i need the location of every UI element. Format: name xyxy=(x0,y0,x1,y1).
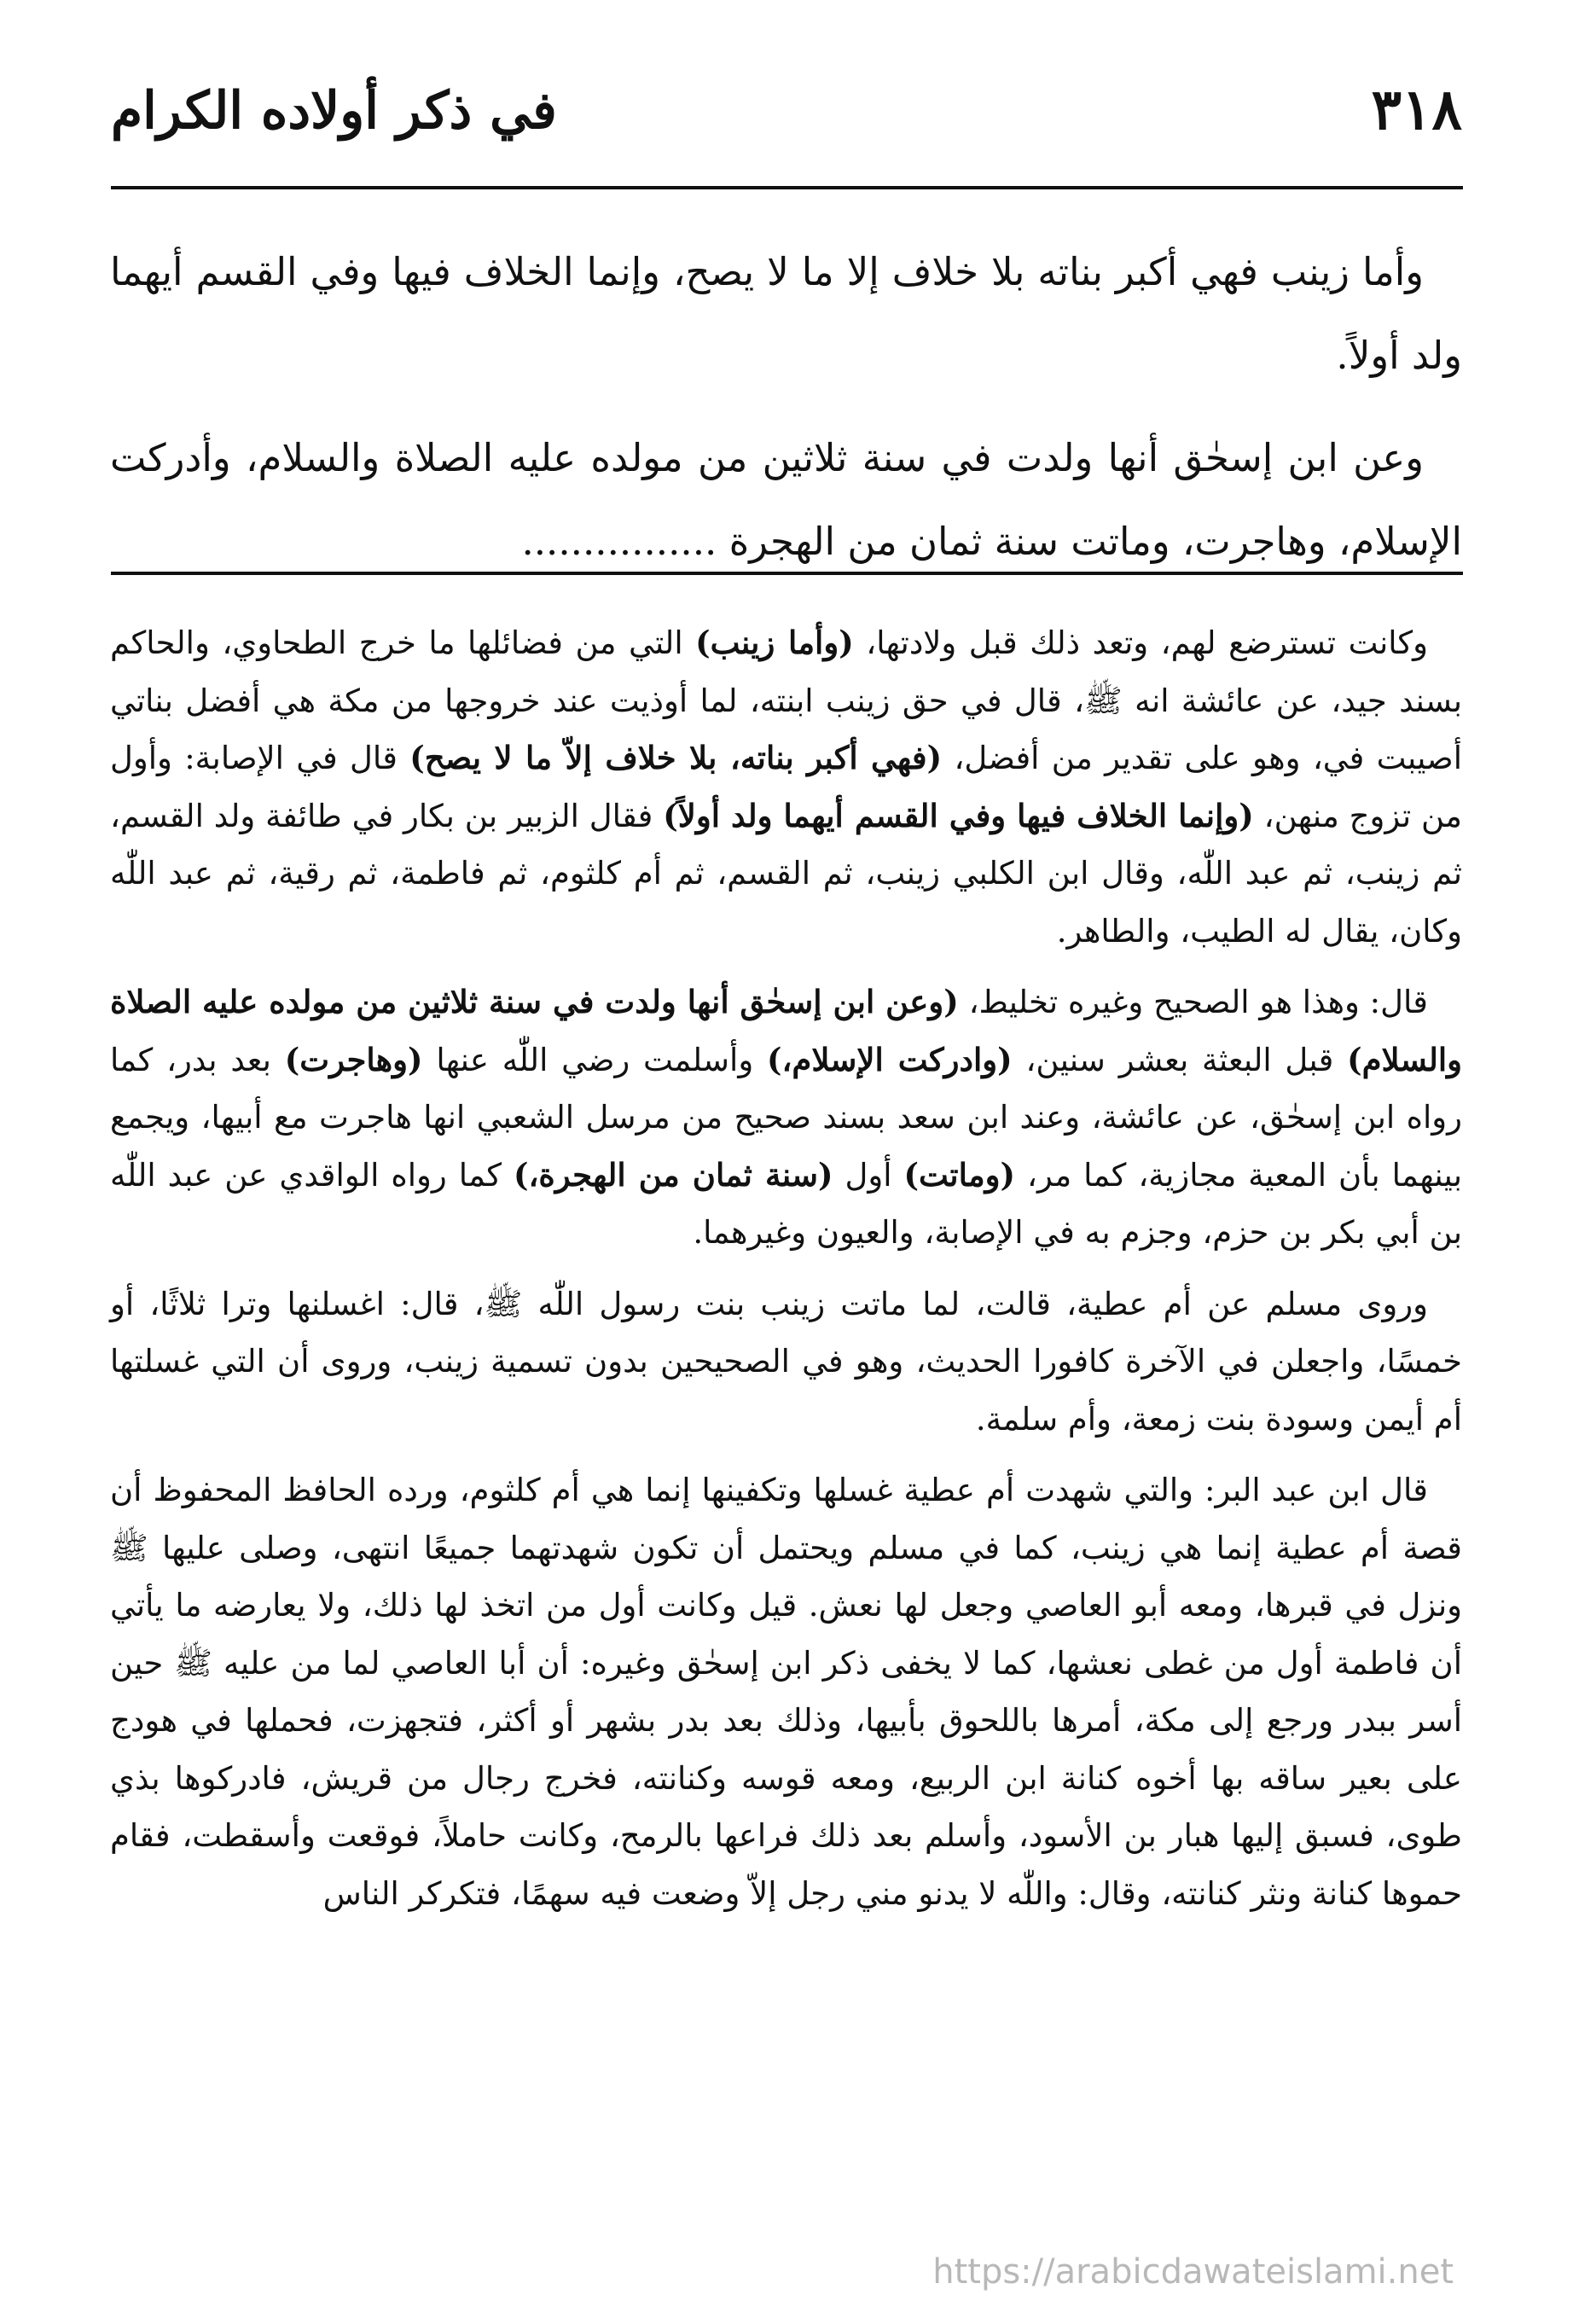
main-paragraph-2-text: وعن ابن إسحٰق أنها ولدت في سنة ثلاثين من مولده عليه الصلاة والسلام، وأدركت الإسلام، وهاجرت، وماتت سنة ثمان من الهجرة xyxy=(110,435,1462,564)
commentary-paragraph-2 xyxy=(110,973,1462,1262)
quoted-main-text: (وعن ابن إسحٰق أنها ولدت في سنة ثلاثين من مولده عليه الصلاة والسلام) xyxy=(110,983,1463,1078)
commentary-paragraph-1 xyxy=(110,614,1462,960)
ellipsis-dots: ................ xyxy=(521,519,717,564)
text-run: قال: وهذا هو الصحيح وغيره تخليط، xyxy=(958,984,1428,1020)
text-run: فقال الزبير بن بكار في طائفة ولد القسم، ثم زينب، ثم عبد اللّٰه، وقال ابن الكلبي زينب، ثم القسم، ثم أم كلثوم، ثم فاطمة، ثم رقية، ثم عبد اللّٰه وكان، يقال له الطيب، والطاهر. xyxy=(110,797,1462,950)
text-run: أول xyxy=(833,1156,904,1194)
quoted-main-text: (سنة ثمان من الهجرة،) xyxy=(513,1155,833,1194)
running-title: في ذكر أولاده الكرام xyxy=(111,81,557,141)
text-commentary-rule xyxy=(111,572,1463,575)
text-run: قبل البعثة بعشر سنين، xyxy=(1012,1041,1348,1078)
commentary-paragraph-4: قال ابن عبد البر: والتي شهدت أم عطية غسلها وتكفينها إنما هي أم كلثوم، ورده الحافظ المحفوظ أن قصة أم عطية إنما هي زينب، كما في مسلم ويحتمل أن تكون شهدتهما جميعًا انتهى، وصلى عليها ﷺ ونزل في قبرها، ومعه أبو العاصي وجعل لها نعش. قيل وكانت أول من اتخذ لها ذلك، ولا يعارضه ما يأتي أن فاطمة أول من غطى نعشها، كما لا يخفى ذكر ابن إسحٰق وغيره: أن أبا العاصي لما من عليه ﷺ حين أسر ببدر ورجع إلى مكة، أمرها باللحوق بأبيها، وذلك بعد بدر بشهر أو أكثر، فتجهزت، فحملها في هودج على بعير ساقه بها أخوه كنانة ابن الربيع، ومعه قوسه وكنانته، فخرج رجال من قريش، فادركوها بذي طوى، فسبق إليها هبار بن الأسود، وأسلم بعد ذلك فراعها بالرمح، وكانت حاملاً، فوقعت وأسقطت، فقام حموها كنانة ونثر كنانته، وقال: واللّٰه لا يدنو مني رجل إلاّ وضعت فيه سهمًا، فتكركر الناس xyxy=(110,1472,1462,1912)
quoted-main-text: (وأما زينب) xyxy=(695,624,854,661)
quoted-main-text: (وإنما الخلاف فيها وفي القسم أيهما ولد أولاً) xyxy=(663,796,1254,834)
text-run: التي من فضائلها ما خرج الطحاوي، والحاكم بسند جيد، عن عائشة انه ﷺ، قال في حق زينب ابنته، لما أوذيت عند خروجها من مكة هي أفضل بناتي أصيبت في، وهو على تقدير من أفضل، xyxy=(110,625,1462,776)
quoted-main-text: (وماتت) xyxy=(903,1155,1016,1194)
commentary-paragraph-3: وروى مسلم عن أم عطية، قالت، لما ماتت زينب بنت رسول اللّٰه ﷺ، قال: اغسلنها وترا ثلاثًا، أو خمسًا، واجعلن في الآخرة كافورا الحديث، وهو في الصحيحين بدون تسمية زينب، وروى أن التي غسلتها أم أيمن وسودة بنت زمعة، وأم سلمة. xyxy=(110,1285,1462,1438)
text-run: وأسلمت رضي اللّٰه عنها xyxy=(422,1041,767,1078)
quoted-main-text: (وهاجرت) xyxy=(284,1040,423,1078)
text-run: كما رواه الواقدي عن عبد اللّٰه بن أبي بكر بن حزم، وجزم به في الإصابة، والعيون وغيرهما. xyxy=(110,1156,1462,1251)
text-run: قال في الإصابة: وأول من تزوج منهن، xyxy=(110,740,1462,834)
quoted-main-text: (فهي أكبر بناته، بلا خلاف إلاّ ما لا يصح) xyxy=(409,739,943,776)
watermark-url: https://arabicdawateislami.net xyxy=(932,2252,1454,2292)
main-paragraph-1: وأما زينب فهي أكبر بناته بلا خلاف إلا ما لا يصح، وإنما الخلاف فيها وفي القسم أيهما ولد أولاً. xyxy=(110,249,1462,378)
commentary-text xyxy=(110,614,1462,1936)
text-run: وكانت تسترضع لهم، وتعد ذلك قبل ولادتها، xyxy=(853,625,1429,661)
main-paragraph-2 xyxy=(110,416,1462,584)
quoted-main-text: (وادركت الإسلام،) xyxy=(766,1040,1013,1078)
text-run: بعد بدر، كما رواه ابن إسحٰق، عن عائشة، وعند ابن سعد بسند صحيح من مرسل الشعبي انها هاجرت مع أبيها، ويجمع بينهما بأن المعية مجازية، كما مر، xyxy=(110,1041,1463,1194)
header-rule xyxy=(111,186,1463,189)
main-text xyxy=(110,230,1462,602)
page-number: ٣١٨ xyxy=(1371,76,1462,142)
